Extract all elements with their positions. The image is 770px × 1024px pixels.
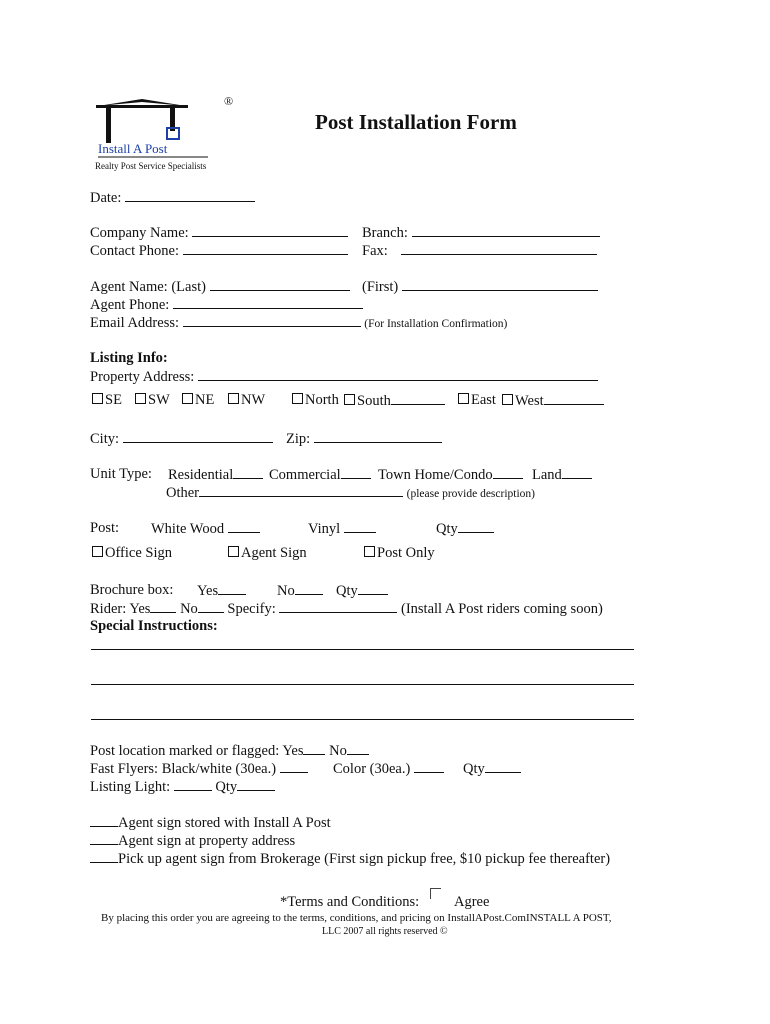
city-field[interactable] [123, 429, 273, 443]
branch-label: Branch: [362, 225, 408, 241]
logo-tagline: Realty Post Service Specialists [95, 161, 207, 171]
rider-specify-label: Specify: [227, 601, 276, 617]
install-a-post-logo [90, 92, 240, 172]
logo-brand-text: Install A Post [98, 141, 168, 156]
registered-mark: ® [224, 94, 234, 108]
listing-info-heading: Listing Info: [90, 350, 168, 366]
brochure-box-label: Brochure box: [90, 582, 174, 598]
agent-first-label: (First) [362, 279, 399, 295]
post-label: Post: [90, 520, 120, 536]
property-address-label: Property Address: [90, 369, 195, 385]
fast-flyers-bw[interactable]: Fast Flyers: Black/white (30ea.) [90, 761, 277, 777]
checkbox-icon [458, 393, 469, 404]
listing-light-label: Listing Light: [90, 779, 171, 795]
special-instructions-line-1[interactable] [91, 649, 634, 650]
agent-phone-label: Agent Phone: [90, 297, 170, 313]
fast-flyers-row [90, 759, 308, 778]
office-sign-option[interactable]: Office Sign [92, 544, 172, 562]
company-name-field[interactable] [192, 223, 348, 237]
agent-phone-row [90, 295, 363, 314]
direction-east[interactable]: East [458, 391, 496, 409]
terms-text-line-1: By placing this order you are agreeing to the terms, conditions, and pricing on InstallAPost.ComINSTALL A POST, [101, 912, 612, 924]
listing-light-qty: Qty [215, 779, 238, 795]
agent-name-last-field[interactable] [210, 277, 350, 291]
fax-label: Fax: [362, 243, 388, 259]
branch-row [362, 223, 600, 242]
direction-se[interactable]: SE [92, 391, 122, 409]
brochure-yes[interactable]: Yes [197, 581, 246, 600]
agree-checkbox-icon[interactable] [430, 888, 441, 899]
post-white-wood[interactable]: White Wood [151, 519, 260, 538]
listing-light-row [90, 777, 275, 796]
unit-other[interactable]: Other (please provide description) [166, 485, 536, 501]
company-row [90, 223, 348, 242]
checkbox-icon [292, 393, 303, 404]
rider-no[interactable]: No [180, 601, 198, 617]
checkbox-icon [502, 394, 513, 405]
email-row [90, 313, 507, 333]
special-instructions-line-2[interactable] [91, 684, 634, 685]
property-address-row [90, 367, 598, 386]
fax-field[interactable] [401, 241, 597, 255]
brochure-no[interactable]: No [277, 581, 323, 600]
page-title: Post Installation Form [315, 110, 517, 134]
rider-yes[interactable]: Rider: Yes [90, 601, 151, 617]
direction-south[interactable]: South [344, 391, 445, 410]
fast-flyers-qty[interactable]: Qty [463, 759, 521, 778]
checkbox-icon [228, 546, 239, 557]
checkbox-icon [92, 393, 103, 404]
property-address-field[interactable] [198, 367, 598, 381]
post-vinyl[interactable]: Vinyl [308, 519, 376, 538]
unit-type-row [90, 465, 152, 483]
location-marked-row [90, 741, 369, 760]
direction-west[interactable]: West [502, 391, 604, 410]
zip-field[interactable] [314, 429, 442, 443]
checkbox-icon [344, 394, 355, 405]
contact-phone-field[interactable] [183, 241, 348, 255]
fax-row [362, 241, 597, 260]
agent-first-row [362, 277, 598, 296]
contact-phone-label: Contact Phone: [90, 243, 180, 259]
direction-ne[interactable]: NE [182, 391, 214, 409]
agent-name-row [90, 277, 350, 296]
contact-phone-row [90, 241, 348, 260]
unit-type-label: Unit Type: [90, 466, 152, 482]
city-label: City: [90, 431, 120, 447]
special-instructions-label: Special Instructions: [90, 618, 218, 634]
checkbox-icon [92, 546, 103, 557]
unit-land[interactable]: Land [532, 465, 592, 484]
company-name-label: Company Name: [90, 225, 189, 241]
location-no[interactable]: No [329, 743, 347, 759]
location-yes[interactable]: Yes [282, 743, 304, 759]
email-field[interactable] [183, 313, 361, 327]
branch-field[interactable] [412, 223, 600, 237]
rider-note: (Install A Post riders coming soon) [401, 601, 603, 617]
special-instructions-line-3[interactable] [91, 719, 634, 720]
sign-option-stored[interactable]: Agent sign stored with Install A Post [90, 813, 331, 832]
direction-nw[interactable]: NW [228, 391, 265, 409]
email-label: Email Address: [90, 315, 180, 331]
agree-label: Agree [454, 894, 490, 910]
agent-name-last-label: Agent Name: (Last) [90, 279, 206, 295]
brochure-qty[interactable]: Qty [336, 581, 388, 600]
zip-row [286, 429, 442, 448]
date-row [90, 188, 255, 207]
checkbox-icon [135, 393, 146, 404]
sign-option-pickup[interactable]: Pick up agent sign from Brokerage (First sign pickup free, $10 pickup fee thereafter) [90, 849, 610, 868]
checkbox-icon [228, 393, 239, 404]
fast-flyers-color[interactable]: Color (30ea.) [333, 759, 444, 778]
zip-label: Zip: [286, 431, 311, 447]
post-only-option[interactable]: Post Only [364, 544, 435, 562]
terms-label: *Terms and Conditions: [280, 894, 420, 910]
city-row [90, 429, 273, 448]
listing-light-field[interactable] [174, 777, 212, 791]
checkbox-icon [364, 546, 375, 557]
unit-other-field[interactable] [199, 483, 403, 497]
terms-text-line-2: LLC 2007 all rights reserved © [322, 926, 448, 937]
location-marked-label: Post location marked or flagged: [90, 743, 280, 759]
rider-specify-field[interactable] [279, 599, 397, 613]
sign-option-property[interactable]: Agent sign at property address [90, 831, 295, 850]
agent-sign-option[interactable]: Agent Sign [228, 544, 307, 562]
date-label: Date: [90, 190, 122, 206]
checkbox-icon [182, 393, 193, 404]
unit-commercial[interactable]: Commercial [269, 465, 371, 484]
unit-other-note: (please provide description) [406, 488, 536, 500]
agent-first-field[interactable] [402, 277, 598, 291]
date-field[interactable] [125, 188, 255, 202]
unit-residential[interactable]: Residential [168, 465, 263, 484]
email-note: (For Installation Confirmation) [364, 318, 508, 330]
rider-row [90, 599, 603, 618]
agent-phone-field[interactable] [173, 295, 363, 309]
direction-sw[interactable]: SW [135, 391, 170, 409]
unit-townhome[interactable]: Town Home/Condo [378, 465, 523, 484]
direction-north[interactable]: North [292, 391, 339, 409]
post-qty[interactable]: Qty [436, 519, 494, 538]
